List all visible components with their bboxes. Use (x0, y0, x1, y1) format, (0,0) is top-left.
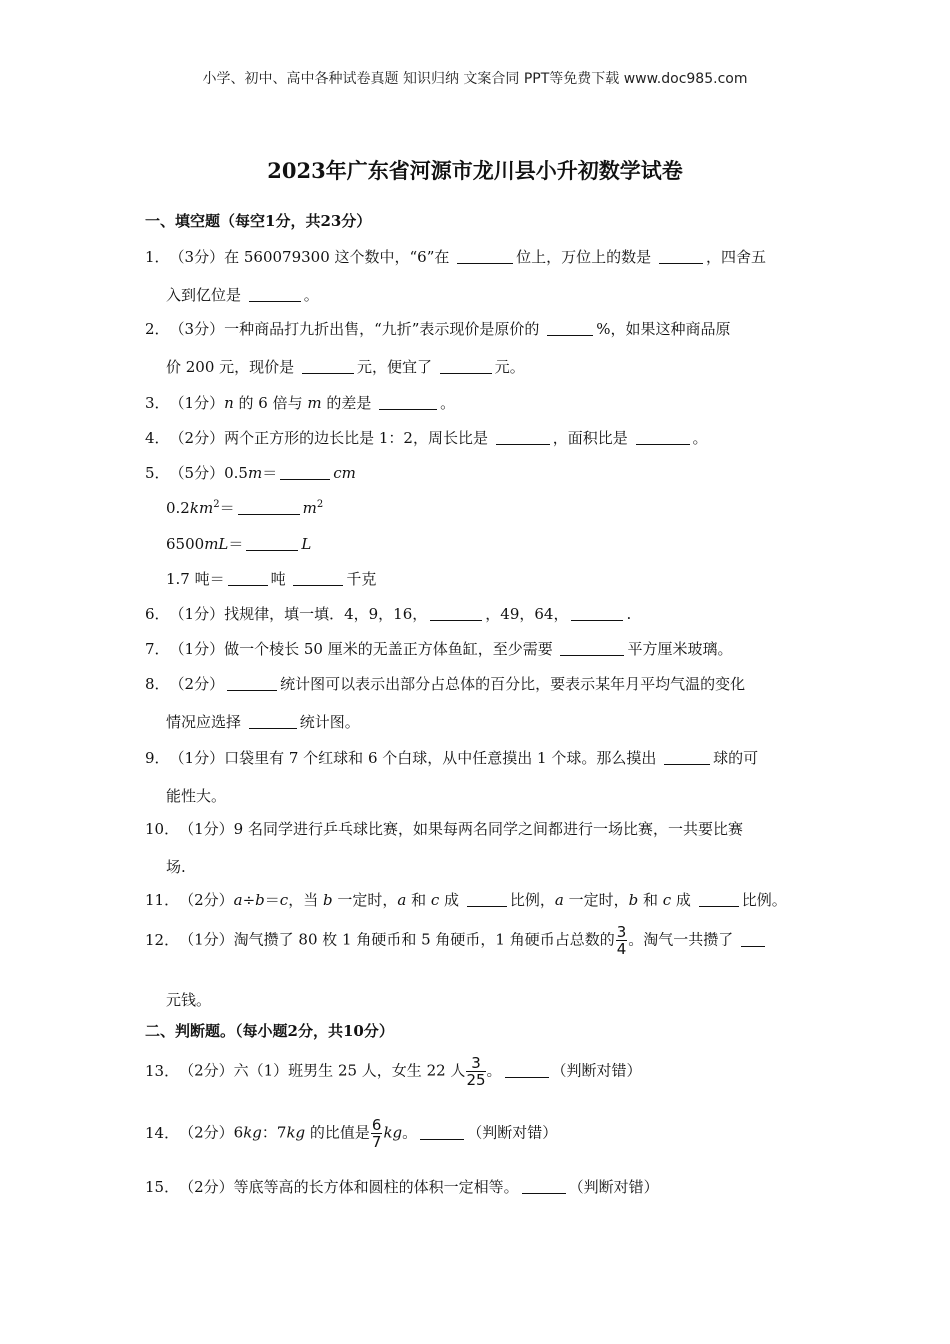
question-2: 2．（3分）一种商品打九折出售，“九折”表示现价是原价的 %，如果这种商品原 (145, 320, 731, 338)
question-2-cont: 价 200 元，现价是 元，便宜了 元。 (166, 358, 525, 376)
answer-blank[interactable] (280, 465, 330, 480)
question-13: 13．（2分）六（1）班男生 25 人，女生 22 人 $\frac{3}{25}$ 。 （判断对错） (145, 1054, 642, 1089)
question-9: 9．（1分）口袋里有 7 个红球和 6 个白球，从中任意摸出 1 个球。那么摸出 球的可 (145, 749, 759, 767)
question-9-cont: 能性大。 (166, 787, 227, 805)
answer-blank[interactable] (457, 249, 513, 264)
question-15: 15．（2分）等底等高的长方体和圆柱的体积一定相等。 （判断对错） (145, 1178, 659, 1196)
question-5-line-2: $0.2km^2= m^2$ (166, 499, 324, 517)
question-5: 5．（5分）0.5m＝ cm (145, 464, 356, 482)
exam-title: 2023年广东省河源市龙川县小升初数学试卷 (267, 158, 683, 183)
answer-blank[interactable] (249, 287, 301, 302)
question-4: 4．（2分）两个正方形的边长比是 1：2，周长比是 ，面积比是 。 (145, 429, 708, 447)
answer-blank[interactable] (505, 1063, 549, 1078)
question-12-cont: 元钱。 (166, 991, 212, 1009)
answer-blank[interactable] (249, 714, 297, 729)
question-11: 11．（2分）a÷b＝c，当 b 一定时，a 和 c 成 比例，a 一定时，b 和 c 成 比例。 (145, 891, 787, 909)
answer-blank[interactable] (522, 1179, 566, 1194)
fraction: $\frac{3}{25}$ (466, 1054, 486, 1089)
section-fill-in-heading: 一、填空题（每空1分，共23分） (145, 212, 372, 230)
answer-blank[interactable] (420, 1125, 464, 1140)
question-10-cont: 场. (166, 858, 186, 876)
question-10: 10．（1分）9 名同学进行乒乓球比赛，如果每两名同学之间都进行一场比赛，一共要比赛 (145, 820, 743, 838)
question-8-cont: 情况应选择 统计图。 (166, 713, 360, 731)
answer-blank[interactable] (664, 750, 710, 765)
section-judgement-heading: 二、判断题。（每小题2分，共10分） (145, 1022, 394, 1040)
question-3: 3．（1分）n 的 6 倍与 m 的差是 。 (145, 394, 456, 412)
answer-blank[interactable] (293, 571, 343, 586)
answer-blank[interactable] (379, 395, 437, 410)
question-8: 8．（2分） 统计图可以表示出部分占总体的百分比，要表示某年月平均气温的变化 (145, 675, 746, 693)
answer-blank[interactable] (246, 536, 298, 551)
question-7: 7．（1分）做一个棱长 50 厘米的无盖正方体鱼缸，至少需要 平方厘米玻璃。 (145, 640, 733, 658)
answer-blank[interactable] (560, 641, 624, 656)
question-5-line-4: 1.7 吨＝ 吨 千克 (166, 570, 377, 588)
fraction: $\frac{6}{7}$ (371, 1116, 382, 1151)
answer-blank[interactable] (699, 892, 739, 907)
answer-blank[interactable] (467, 892, 507, 907)
answer-blank[interactable] (227, 676, 277, 691)
question-5-line-3: 6500mL＝ L (166, 535, 312, 553)
answer-blank[interactable] (741, 932, 765, 947)
question-1: 1．（3分）在 560079300 这个数中，“6”在 位上，万位上的数是 ，四舍五 (145, 248, 766, 266)
answer-blank[interactable] (430, 606, 482, 621)
question-6: 6．（1分）找规律，填一填．4，9，16， ，49，64， . (145, 605, 632, 623)
answer-blank[interactable] (636, 430, 690, 445)
question-14: 14．（2分）6kg：7kg 的比值是 $\frac{6}{7}$ kg。 （判断对错） (145, 1116, 558, 1151)
question-12: 12．（1分）淘气攒了 80 枚 1 角硬币和 5 角硬币，1 角硬币占总数的 $\frac{3}{4}$ 。淘气一共攒了 (145, 924, 768, 957)
answer-blank[interactable] (302, 359, 354, 374)
answer-blank[interactable] (440, 359, 492, 374)
header-banner: 小学、初中、高中各种试卷真题 知识归纳 文案合同 PPT等免费下载 www.doc985.com (202, 71, 748, 87)
answer-blank[interactable] (228, 571, 268, 586)
question-1-cont: 入到亿位是 。 (166, 286, 319, 304)
answer-blank[interactable] (659, 249, 703, 264)
answer-blank[interactable] (571, 606, 623, 621)
answer-blank[interactable] (547, 321, 593, 336)
answer-blank[interactable] (496, 430, 550, 445)
fraction: $\frac{3}{4}$ (616, 923, 627, 958)
answer-blank[interactable] (238, 500, 300, 515)
